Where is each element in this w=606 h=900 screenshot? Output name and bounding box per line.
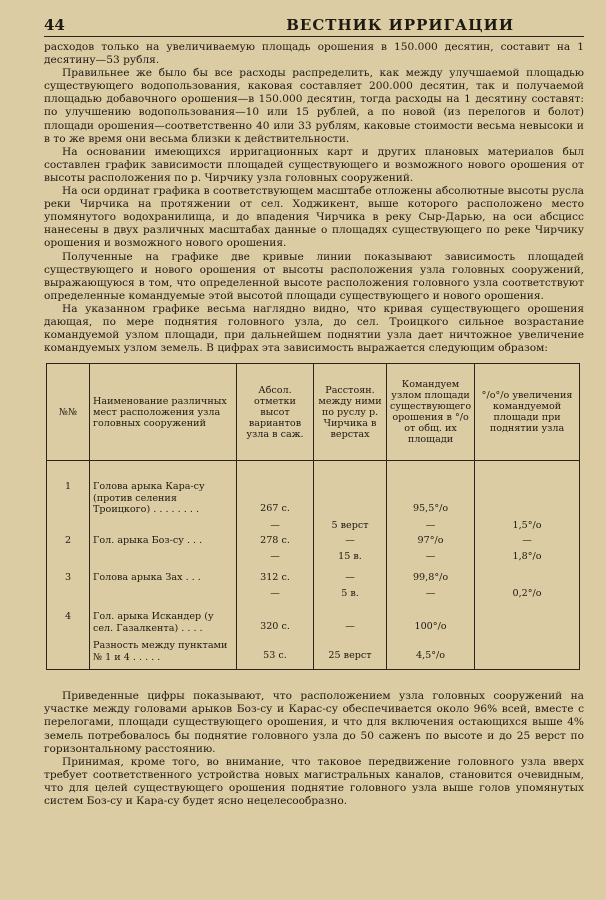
paragraph: Приведенные цифры показывают, что расположением узла головных сооружений на участке между головами арыков Боз-су и Карас-су обеспечивается около 96% всей, вместе с перелогами, площади существующего орошения, и что для включения остающихся выше 4% земель потребовалось бы поднятие головного узла до 50 саженъ по высоте и до 25 верст по горизонтальному расстоянию. [44,690,584,755]
paragraph: На оси ординат графика в соответствующем масштабе отложены абсолютные высоты русла реки Чирчика на протяжении от сел. Ходжикент, выше которого расположено место упомянутого водохранилища, и до впадения Чирчика в реку Сыр-Дарью, на оси абсцисс нанесены в двух различных масштабах данные о площадях существующего по реке Чирчику орошения и возможного нового орошения. [44,185,584,250]
paragraph: Правильнее же было бы все расходы распределить, как между улучшаемой площадью существующего водопользования, каковая составляет 200.000 десятин, так и получаемой площадью добавочного орошения—в 150.000 десятин, тогда расходы на 1 десятину составят: по улучшению водопользования—10 или 15 рублей, а по новой (из перелогов и болот) площади орошения—соответственно 40 или 33 рублям, каковые стоимости весьма невысоки и в то же время они весьма близки к действительности. [44,67,584,145]
table-header-row [47,364,580,461]
table-row: — 5 в. — 0,2°/о [47,584,580,600]
table-row: — 5 верст — 1,5°/о [47,516,580,532]
table-row: 4 Гол. арыка Искандер (у сел. Газалкента) . . . . 320 с. — 100°/о [47,599,580,634]
column-header: Абсол. отметки высот вариантов узла в саж. [237,364,314,461]
paragraph: Принимая, кроме того, во внимание, что таковое передвижение головного узла вверх требует соответственного устройства новых магистральных каналов, становится очевидным, что для целей существующего орошения поднятие головного узла выше голов упомянутых систем Боз-су и Кара-су будет ясно нецелесообразно. [44,755,584,807]
page-header [44,16,584,37]
column-header: Наименование различных мест расположения узла головных сооружений [90,364,237,461]
table-row: — 15 в. — 1,8°/о [47,547,580,563]
table-row: Разность между пунктами № 1 и 4 . . . . . 53 с. 25 верст 4,5°/о [47,634,580,670]
data-table [46,363,580,670]
journal-title: ВЕСТНИК ИРРИГАЦИИ [286,16,514,34]
table-row: 2 Гол. арыка Боз-су . . . 278 с. — 97°/о — [47,531,580,547]
table-spacer-row [47,461,580,482]
column-header: Расстоян. между ними по руслу р. Чирчика в верстах [314,364,387,461]
paragraph: Полученные на графике две кривые линии показывают зависимость площадей существующего и нового орошения от высоты расположения узла головных сооружений, выражающуюся в том, что определенной высоте расположения головного узла соответствуют определенные командуемые этой высотой площади существующего и нового орошения. [44,250,584,302]
column-header: °/о°/о увеличения командуемой площади при поднятии узла [475,364,580,461]
paragraph: На основании имеющихся ирригационных карт и других плановых материалов был составлен график зависимости площадей существующего и возможного нового орошения от высоты расположения по р. Чирчику узла головных сооружений. [44,145,584,184]
page-number: 44 [44,16,65,34]
table-row: 1 Голова арыка Кара-су (против селения Троицкого) . . . . . . . . 267 с. 95,5°/о [47,481,580,516]
paragraph: расходов только на увеличиваемую площадь орошения в 150.000 десятин, составит на 1 десятину—53 рубля. [44,41,584,67]
column-header: №№ [47,364,90,461]
body-text-bottom [44,690,584,808]
column-header: Командуем узлом площади существующего орошения в °/о от общ. их площади [387,364,475,461]
body-text-top [44,41,584,355]
paragraph: На указанном графике весьма наглядно видно, что кривая существующего орошения дающая, по мере поднятия головного узла, до сел. Троицкого сильное возрастание командуемой узлом площади, при дальнейшем поднятии узла дает ничтожное увеличение командуемых узлом земель. В цифрах эта зависимость выражается следующим образом: [44,302,584,355]
table-row: 3 Голова арыка Зах . . . 312 с. — 99,8°/о [47,562,580,584]
